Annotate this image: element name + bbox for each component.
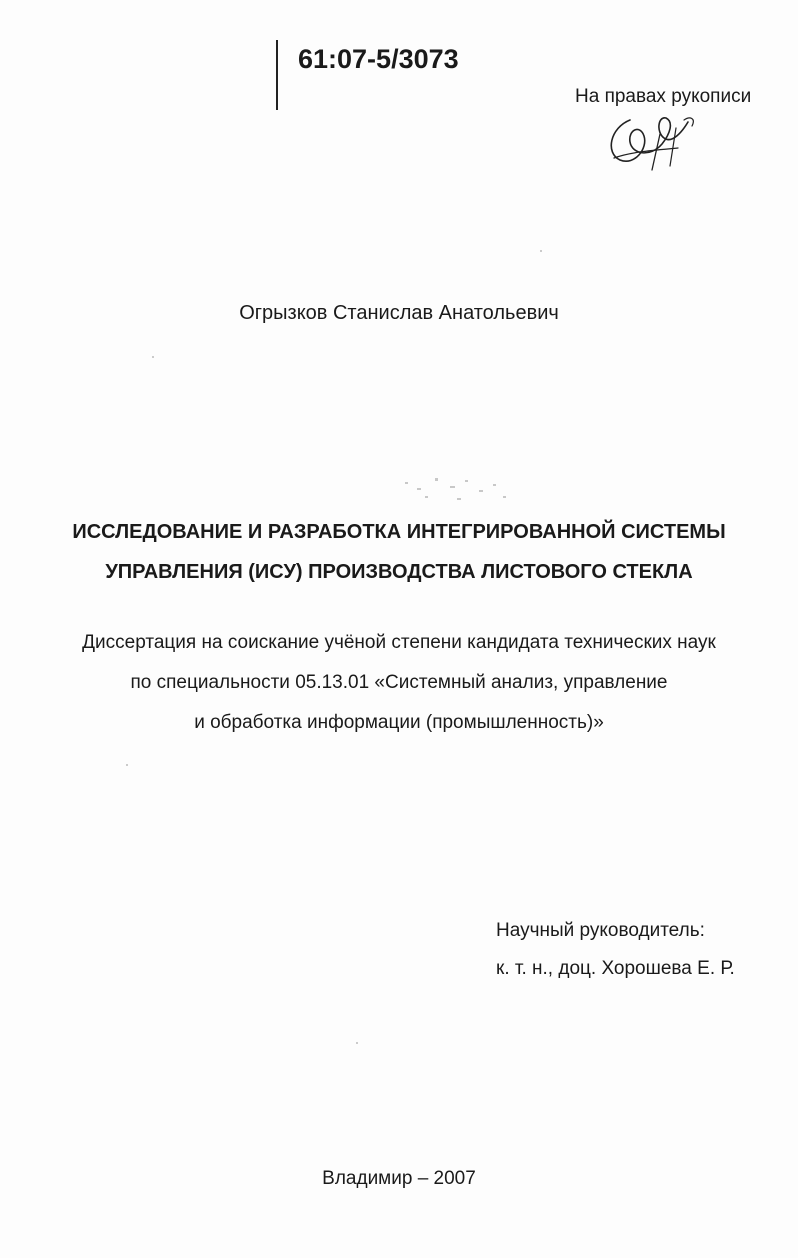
supervisor-name: к. т. н., доц. Хорошева Е. Р.: [496, 958, 735, 979]
thesis-title-line-2: УПРАВЛЕНИЯ (ИСУ) ПРОИЗВОДСТВА ЛИСТОВОГО СТЕКЛА: [105, 561, 693, 583]
supervisor-label: Научный руководитель:: [496, 920, 705, 941]
dissertation-line-2: по специальности 05.13.01 «Системный анализ, управление: [130, 672, 668, 693]
author-name: Огрызков Станислав Анатольевич: [239, 302, 559, 324]
supervisor-block: [496, 912, 735, 988]
thesis-title: [0, 512, 798, 592]
catalog-vertical-rule: [276, 40, 278, 110]
dissertation-line-3: и обработка информации (промышленность)»: [194, 712, 604, 733]
faint-stamp-mark: [395, 468, 520, 510]
dissertation-description: [0, 623, 798, 743]
scan-speck: [126, 764, 128, 766]
scan-speck: [152, 356, 154, 358]
scan-speck: [356, 1042, 358, 1044]
city-year: Владимир – 2007: [322, 1168, 476, 1189]
thesis-title-line-1: ИССЛЕДОВАНИЕ И РАЗРАБОТКА ИНТЕГРИРОВАННОЙ СИСТЕМЫ: [72, 521, 726, 543]
dissertation-line-1: Диссертация на соискание учёной степени кандидата технических наук: [82, 632, 716, 653]
rights-note: На правах рукописи: [575, 86, 752, 107]
scan-speck: [540, 250, 542, 252]
catalog-number: 61:07-5/3073: [298, 44, 459, 74]
handwritten-signature: [600, 108, 700, 178]
